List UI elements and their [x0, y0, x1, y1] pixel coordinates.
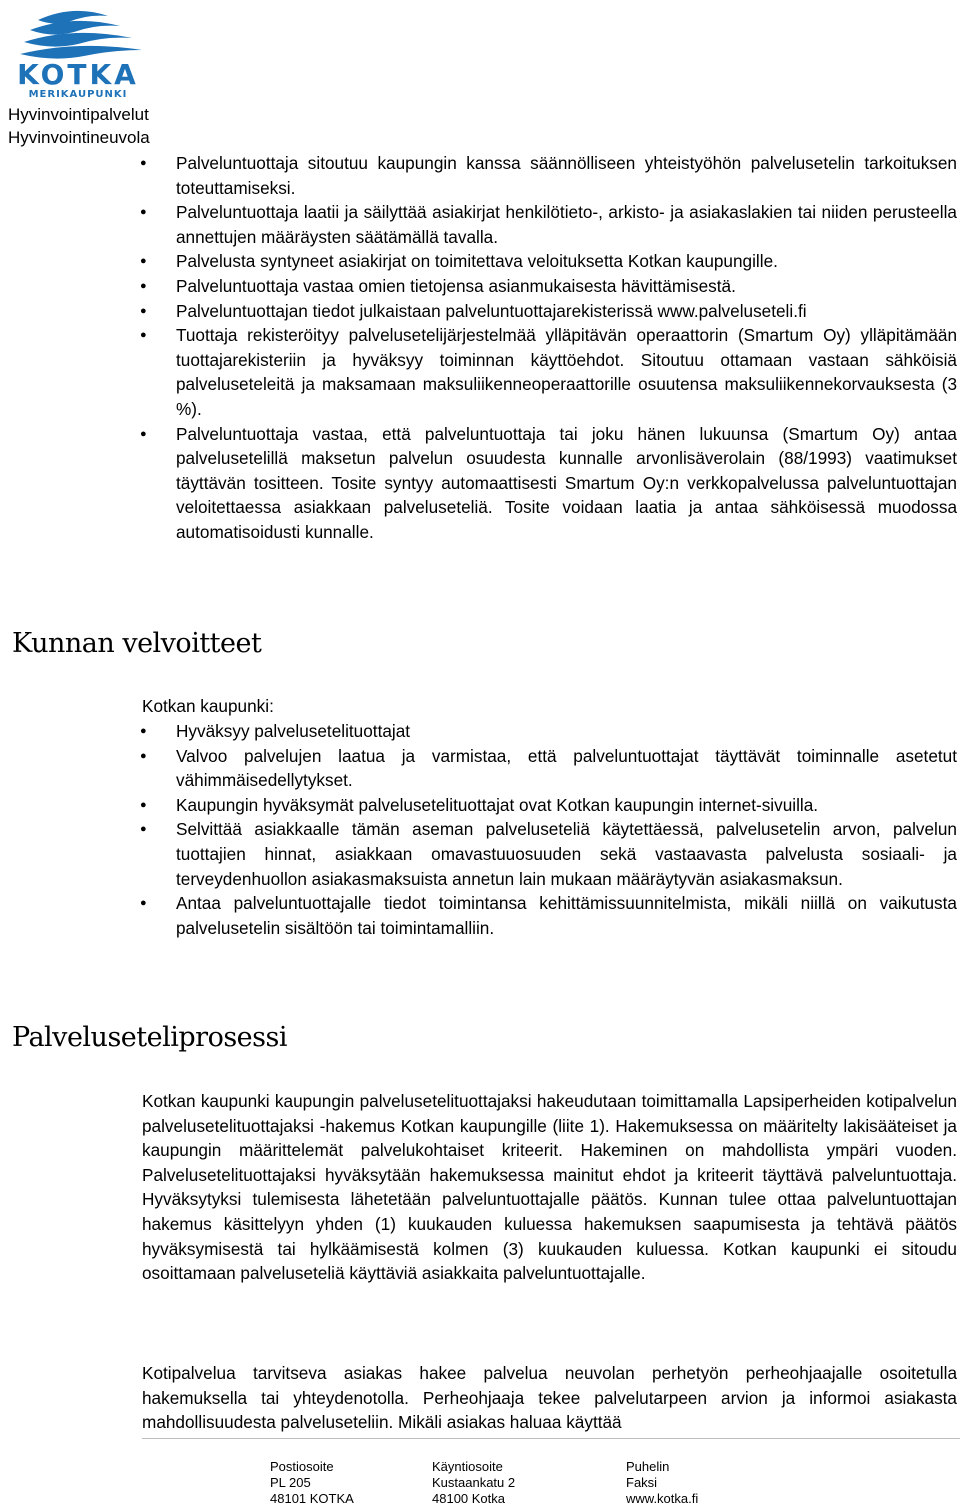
section-heading-kunnan-velvoitteet: Kunnan velvoitteet: [12, 628, 262, 659]
footer-phone-label: Puhelin: [626, 1459, 670, 1474]
footer-fax-label: Faksi: [626, 1475, 658, 1490]
footer-postal: [270, 1459, 354, 1507]
footer-postal-city: 48101 KOTKA: [270, 1491, 354, 1506]
list-item: ● Palveluntuottaja vastaa, että palveluntuottaja tai joku hänen lukuunsa (Smartum Oy) antaa palvelusetelillä maksetun palvelun osuudesta kunnalle arvonlisäverolain (88/1993) vaatimukset täyttävän tositteen. Tosite syntyy automaattisesti Smartum Oy:n verkkopalvelussa palveluntuottajan veloitettaessa asiakkaan palveluseteliä. Tosite voidaan laatia ja antaa sähköisessä muodossa automatisoidusti kunnalle.: [142, 422, 957, 545]
section-heading-palveluseteliprosessi: Palveluseteliprosessi: [12, 1022, 288, 1053]
provider-obligations-list: [142, 151, 957, 545]
list-item: ● Tuottaja rekisteröityy palvelusetelijärjestelmää ylläpitävän operaattorin (Smartum Oy) ylläpitämään tuottajarekisteriin ja hyväksyy toiminnan käyttöehdot. Sitoutuu ottamaan vastaan sähköisiä palveluseteleitä ja maksamaan maksuliikenneoperaattorille osuutensa maksuliikennekorvauksesta (3 %).: [142, 323, 957, 421]
org-line-2: Hyvinvointineuvola: [8, 128, 150, 147]
logo-wordmark: KOTKA: [17, 58, 139, 91]
list-item: ● Palveluntuottaja sitoutuu kaupungin kanssa säännölliseen yhteistyöhön palvelusetelin tarkoituksen toteuttamiseksi.: [142, 151, 957, 200]
list-item: ● Kaupungin hyväksymät palvelusetelituottajat ovat Kotkan kaupungin internet-sivuilla.: [142, 793, 957, 818]
footer-contact: [626, 1459, 698, 1507]
organization-name: [8, 103, 150, 149]
list-item: ● Palveluntuottaja laatii ja säilyttää asiakirjat henkilötieto-, arkisto- ja asiakaslakien tai niiden perusteella annettujen määräysten säätämällä tavalla.: [142, 200, 957, 249]
list-item: ● Valvoo palvelujen laatua ja varmistaa, että palveluntuottajat täyttävät toiminnalle asetetut vähimmäisedellytykset.: [142, 744, 957, 793]
municipality-obligations-list: [142, 719, 957, 940]
list-item: ● Antaa palveluntuottajalle tiedot toimintansa kehittämissuunnitelmista, mikäli niillä on vaikutusta palvelusetelin sisältöön tai toimintamalliin.: [142, 891, 957, 940]
footer-postal-box: PL 205: [270, 1475, 311, 1490]
footer-visiting-city: 48100 Kotka: [432, 1491, 506, 1506]
kunnan-intro: Kotkan kaupunki:: [142, 696, 274, 716]
list-item: ● Palveluntuottaja vastaa omien tietojensa asianmukaisesta hävittämisestä.: [142, 274, 957, 299]
footer-visiting-street: Kustaankatu 2: [432, 1475, 516, 1490]
footer-divider: [142, 1438, 960, 1439]
list-item: ● Palvelusta syntyneet asiakirjat on toimitettava veloituksetta Kotkan kaupungille.: [142, 249, 957, 274]
logo-subtitle: MERIKAUPUNKI: [28, 89, 128, 100]
kotka-logo: [8, 6, 148, 100]
process-paragraph-1: Kotkan kaupunki kaupungin palvelusetelituottajaksi hakeudutaan toimittamalla Lapsiperheiden kotipalvelun palvelusetelituottajaksi -hakemus Kotkan kaupungille (liite 1). Hakemuksessa on määritelty lakisääteiset ja kaupungin määrittelemät palvelukohtaiset kriteerit. Hakeminen on mahdollista ympäri vuoden. Palvelusetelituottajaksi hyväksytään hakemuksessa mainitut ehdot ja kriteerit täyttävä palveluntuottaja. Hyväksytyksi tulemisesta lähetetään palveluntuottajalle päätös. Kunnan tulee ottaa palveluntuottajan hakemus käsittelyyn yhden (1) kuukauden kuluessa hakemuksen saapumisesta ja tehtävä päätös hyväksymisestä tai hylkäämisestä kolmen (3) kuukauden kuluessa. Kotkan kaupunki ei sitoudu osoittamaan palveluseteliä käyttäviä asiakkaita palveluntuottajalle.: [142, 1091, 957, 1284]
footer-visiting-label: Käyntiosoite: [432, 1459, 503, 1474]
footer-website-link[interactable]: www.kotka.fi: [626, 1491, 699, 1506]
list-item: ● Hyväksyy palvelusetelituottajat: [142, 719, 957, 744]
wave-mark-icon: [20, 11, 142, 59]
footer-visiting: [432, 1459, 515, 1507]
footer-postal-label: Postiosoite: [270, 1459, 334, 1474]
process-paragraph-2: Kotipalvelua tarvitseva asiakas hakee palvelua neuvolan perhetyön perheohjaajalle osoitetulla hakemuksella tai yhteydenotolla. Perheohjaaja tekee palvelutarpeen arvion ja informoi asiakasta mahdollisuudesta palveluseteliin. Mikäli asiakas haluaa käyttää: [142, 1363, 957, 1433]
org-line-1: Hyvinvointipalvelut: [8, 105, 149, 124]
list-item: ● Palveluntuottajan tiedot julkaistaan palveluntuottajarekisterissä www.palveluseteli.fi: [142, 299, 957, 324]
list-item: ● Selvittää asiakkaalle tämän aseman palveluseteliä käytettäessä, palvelusetelin arvon, palvelun tuottajien hinnat, asiakkaan omavastuuosuuden sekä vastaavasta palvelusta sosiaali- ja terveydenhuollon asiakasmaksuista annetun lain mukaan määräytyvän asiakasmaksun.: [142, 817, 957, 891]
